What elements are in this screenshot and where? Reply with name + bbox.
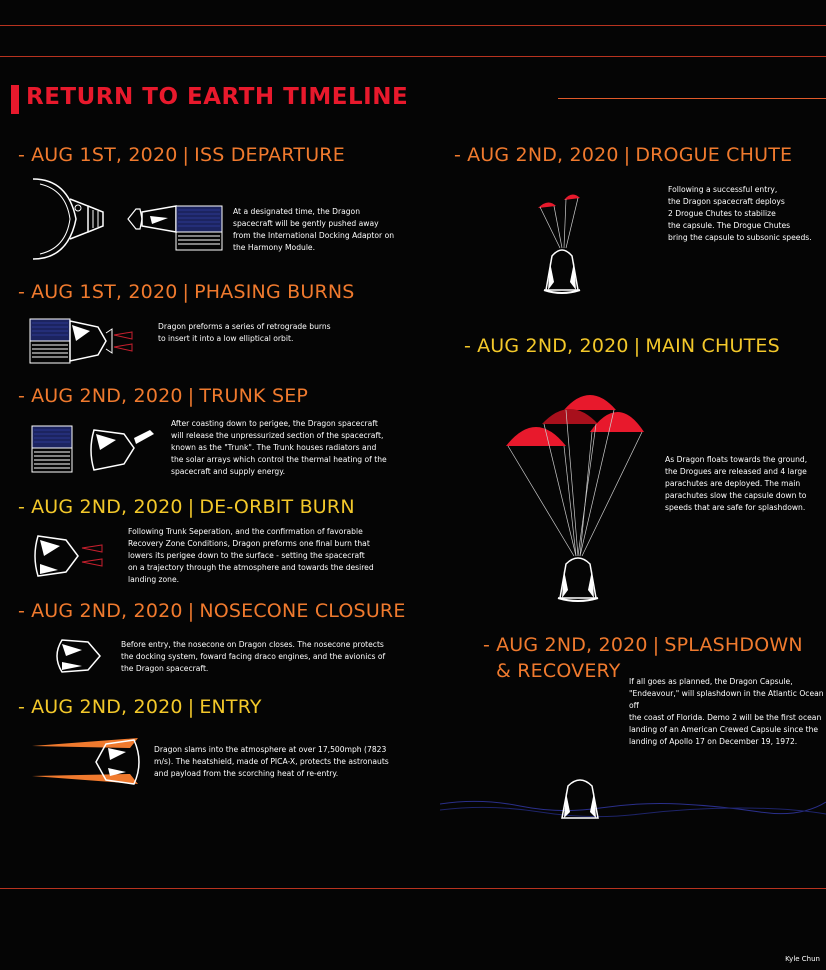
event-date: AUG 2ND, 2020 <box>31 385 183 407</box>
event-desc-drogue-chute: Following a successful entry, the Dragon spacecraft deploys 2 Drogue Chutes to stabilize the capsule. The Drogue Chutes bring the capsule to subsonic speeds. <box>668 185 812 242</box>
top-divider <box>0 25 826 26</box>
event-date: AUG 1ST, 2020 <box>31 281 178 303</box>
event-desc-phasing-burns: Dragon preforms a series of retrograde burns to insert it into a low elliptical orbit. <box>158 322 331 343</box>
event-desc-main-chutes: As Dragon floats towards the ground, the Drogues are released and 4 large parachutes are deployed. The main parachutes slow the capsule down to speeds that are safe for splashdown. <box>665 455 808 512</box>
nosecone-closure-illustration <box>48 636 104 676</box>
event-heading-trunk-sep: - AUG 2ND, 2020 | TRUNK SEP <box>18 385 309 407</box>
trunk-sep-illustration <box>30 424 156 476</box>
event-name: ENTRY <box>199 696 262 718</box>
entry-illustration <box>30 734 146 790</box>
main-chutes-illustration <box>504 388 648 602</box>
de-orbit-burn-illustration <box>32 532 106 580</box>
author-credit: Kyle Chun <box>785 955 820 963</box>
bottom-divider <box>0 888 826 889</box>
event-name: PHASING BURNS <box>194 281 355 303</box>
page-title: RETURN TO EARTH TIMELINE <box>26 84 409 110</box>
event-heading-drogue-chute: - AUG 2ND, 2020 | DROGUE CHUTE <box>454 144 793 166</box>
event-date: AUG 2ND, 2020 <box>467 144 619 166</box>
event-desc-trunk-sep: After coasting down to perigee, the Dragon spacecraft will release the unpressurized section of the spacecraft, known as the "Trunk". The Trunk houses radiators and the solar arrays which control the thermal heating of the spacecraft and supply energy. <box>171 419 387 476</box>
event-name: ISS DEPARTURE <box>194 144 345 166</box>
event-desc-nosecone-closure: Before entry, the nosecone on Dragon closes. The nosecone protects the docking system, foward facing draco engines, and the avionics of the Dragon spacecraft. <box>121 640 386 673</box>
event-date: AUG 2ND, 2020 <box>477 335 629 357</box>
event-heading-nosecone-closure: - AUG 2ND, 2020 | NOSECONE CLOSURE <box>18 600 406 622</box>
event-heading-de-orbit-burn: - AUG 2ND, 2020 | DE-ORBIT BURN <box>18 496 355 518</box>
event-heading-iss-departure: - AUG 1ST, 2020 | ISS DEPARTURE <box>18 144 345 166</box>
event-heading-main-chutes: - AUG 2ND, 2020 | MAIN CHUTES <box>464 335 780 357</box>
splashdown-illustration <box>440 774 826 828</box>
event-desc-splashdown: If all goes as planned, the Dragon Capsule, "Endeavour," will splashdown in the Atlantic Ocean off the coast of Florida. Demo 2 will be the first ocean landing of an American Crewed Capsule since the landing of Apollo 17 on December 19, 1972. <box>629 677 824 746</box>
event-desc-de-orbit-burn: Following Trunk Seperation, and the confirmation of favorable Recovery Zone Conditions, Dragon preforms one final burn that lowers its perigee down to the surface - setting the spacecraft on a trajectory through the atmosphere and towards the desired landing zone. <box>128 527 374 584</box>
event-heading-splashdown: - AUG 2ND, 2020 | SPLASHDOWN <box>483 634 803 656</box>
event-name: DROGUE CHUTE <box>635 144 793 166</box>
event-date: AUG 2ND, 2020 <box>31 600 183 622</box>
event-date: AUG 2ND, 2020 <box>31 496 183 518</box>
header-divider <box>0 56 826 57</box>
title-rule <box>558 98 826 99</box>
event-desc-entry: Dragon slams into the atmosphere at over 17,500mph (7823 m/s). The heatshield, made of PICA-X, protects the astronauts and payload from the scorching heat of re-entry. <box>154 745 389 778</box>
event-name: DE-ORBIT BURN <box>199 496 355 518</box>
event-heading-phasing-burns: - AUG 1ST, 2020 | PHASING BURNS <box>18 281 355 303</box>
drogue-chute-illustration <box>532 190 598 298</box>
phasing-burns-illustration <box>28 315 140 367</box>
iss-departure-illustration <box>28 176 228 262</box>
event-desc-iss-departure: At a designated time, the Dragon spacecraft will be gently pushed away from the International Docking Adaptor on the Harmony Module. <box>233 207 395 252</box>
event-name: MAIN CHUTES <box>645 335 780 357</box>
event-date: AUG 2ND, 2020 <box>31 696 183 718</box>
event-date: AUG 2ND, 2020 <box>496 634 648 656</box>
title-accent-bar <box>11 85 19 114</box>
event-name: SPLASHDOWN <box>664 634 803 656</box>
event-name: NOSECONE CLOSURE <box>199 600 406 622</box>
event-date: AUG 1ST, 2020 <box>31 144 178 166</box>
event-name: TRUNK SEP <box>199 385 309 407</box>
event-heading-entry: - AUG 2ND, 2020 | ENTRY <box>18 696 262 718</box>
event-heading-splashdown-line2: & RECOVERY <box>496 660 621 682</box>
